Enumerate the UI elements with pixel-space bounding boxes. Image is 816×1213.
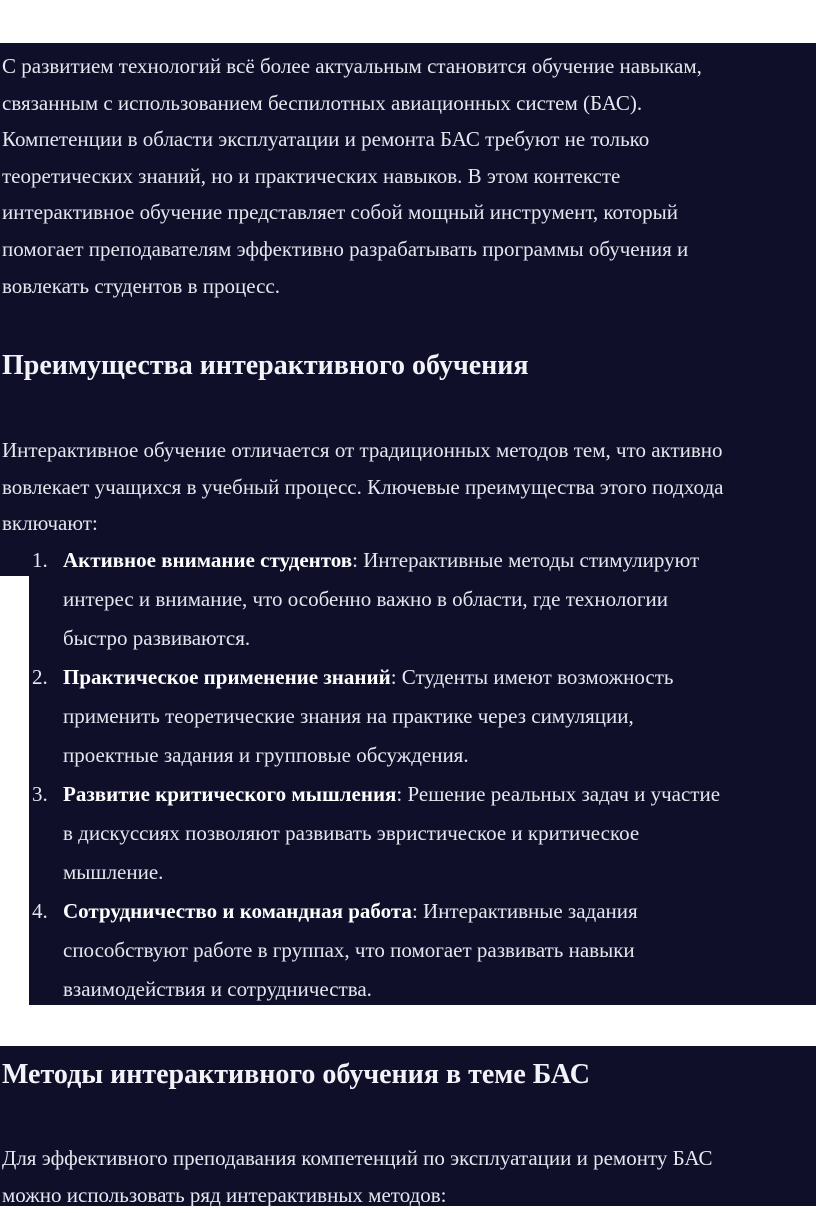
list-item-number: 3. bbox=[32, 782, 48, 806]
list-item-text: быстро развиваются. bbox=[63, 626, 251, 650]
list-item-text: интерес и внимание, что особенно важно в области, где технологии bbox=[63, 587, 668, 611]
list-item-number: 4. bbox=[32, 899, 48, 923]
list-item-number: 2. bbox=[32, 665, 48, 689]
list-item-title: Сотрудничество и командная работа bbox=[63, 899, 412, 923]
list-item-text: : Студенты имеют возможность bbox=[390, 665, 674, 689]
list-item bbox=[0, 658, 816, 775]
advantages-intro-line: вовлекает учащихся в учебный процесс. Ключевые преимущества этого подхода bbox=[2, 474, 724, 499]
list-item-text: взаимодействия и сотрудничества. bbox=[63, 977, 372, 1001]
intro-line: теоретических знаний, но и практических навыков. В этом контексте bbox=[2, 163, 621, 188]
list-item-text: : Интерактивные методы стимулируют bbox=[352, 548, 700, 572]
list-item-title: Развитие критического мышления bbox=[63, 782, 397, 806]
intro-line: вовлекать студентов в процесс. bbox=[2, 273, 280, 298]
list-item-text: проектные задания и групповые обсуждения. bbox=[63, 743, 469, 767]
list-item bbox=[0, 541, 816, 658]
list-item-text: : Интерактивные задания bbox=[411, 899, 638, 923]
intro-line: помогает преподавателям эффективно разрабатывать программы обучения и bbox=[2, 236, 689, 261]
intro-line: С развитием технологий всё более актуальным становится обучение навыкам, bbox=[2, 54, 702, 78]
list-item-text: в дискуссиях позволяют развивать эвристическое и критическое bbox=[63, 821, 640, 845]
advantages-intro-paragraph bbox=[2, 432, 816, 542]
list-item-text: применить теоретические знания на практике через симуляции, bbox=[63, 704, 634, 728]
intro-line: Компетенции в области эксплуатации и ремонта БАС требуют не только bbox=[2, 127, 650, 152]
methods-intro-paragraph bbox=[2, 1140, 816, 1213]
list-item-title: Активное внимание студентов bbox=[63, 548, 353, 572]
list-item-title: Практическое применение знаний bbox=[63, 665, 391, 689]
methods-intro-line: Для эффективного преподавания компетенций по эксплуатации и ремонту БАС bbox=[2, 1146, 713, 1170]
section-heading-advantages: Преимущества интерактивного обучения bbox=[2, 350, 529, 381]
list-item-text: мышление. bbox=[63, 860, 164, 884]
advantages-intro-line: Интерактивное обучение отличается от традиционных методов тем, что активно bbox=[2, 438, 723, 462]
list-item bbox=[0, 892, 816, 1009]
list-item-number: 1. bbox=[32, 548, 48, 572]
list-item-text: способствуют работе в группах, что помогает развивать навыки bbox=[63, 938, 635, 962]
advantages-intro-line: включают: bbox=[2, 511, 98, 536]
intro-paragraph bbox=[2, 48, 816, 304]
intro-line: связанным с использованием беспилотных авиационных систем (БАС). bbox=[2, 90, 643, 115]
advantages-list bbox=[0, 541, 816, 1009]
list-item bbox=[0, 775, 816, 892]
intro-line: интерактивное обучение представляет собой мощный инструмент, который bbox=[2, 200, 679, 225]
section-heading-methods: Методы интерактивного обучения в теме БАС bbox=[2, 1059, 590, 1090]
methods-intro-line: можно использовать ряд интерактивных методов: bbox=[2, 1182, 447, 1207]
list-item-text: : Решение реальных задач и участие bbox=[396, 782, 721, 806]
